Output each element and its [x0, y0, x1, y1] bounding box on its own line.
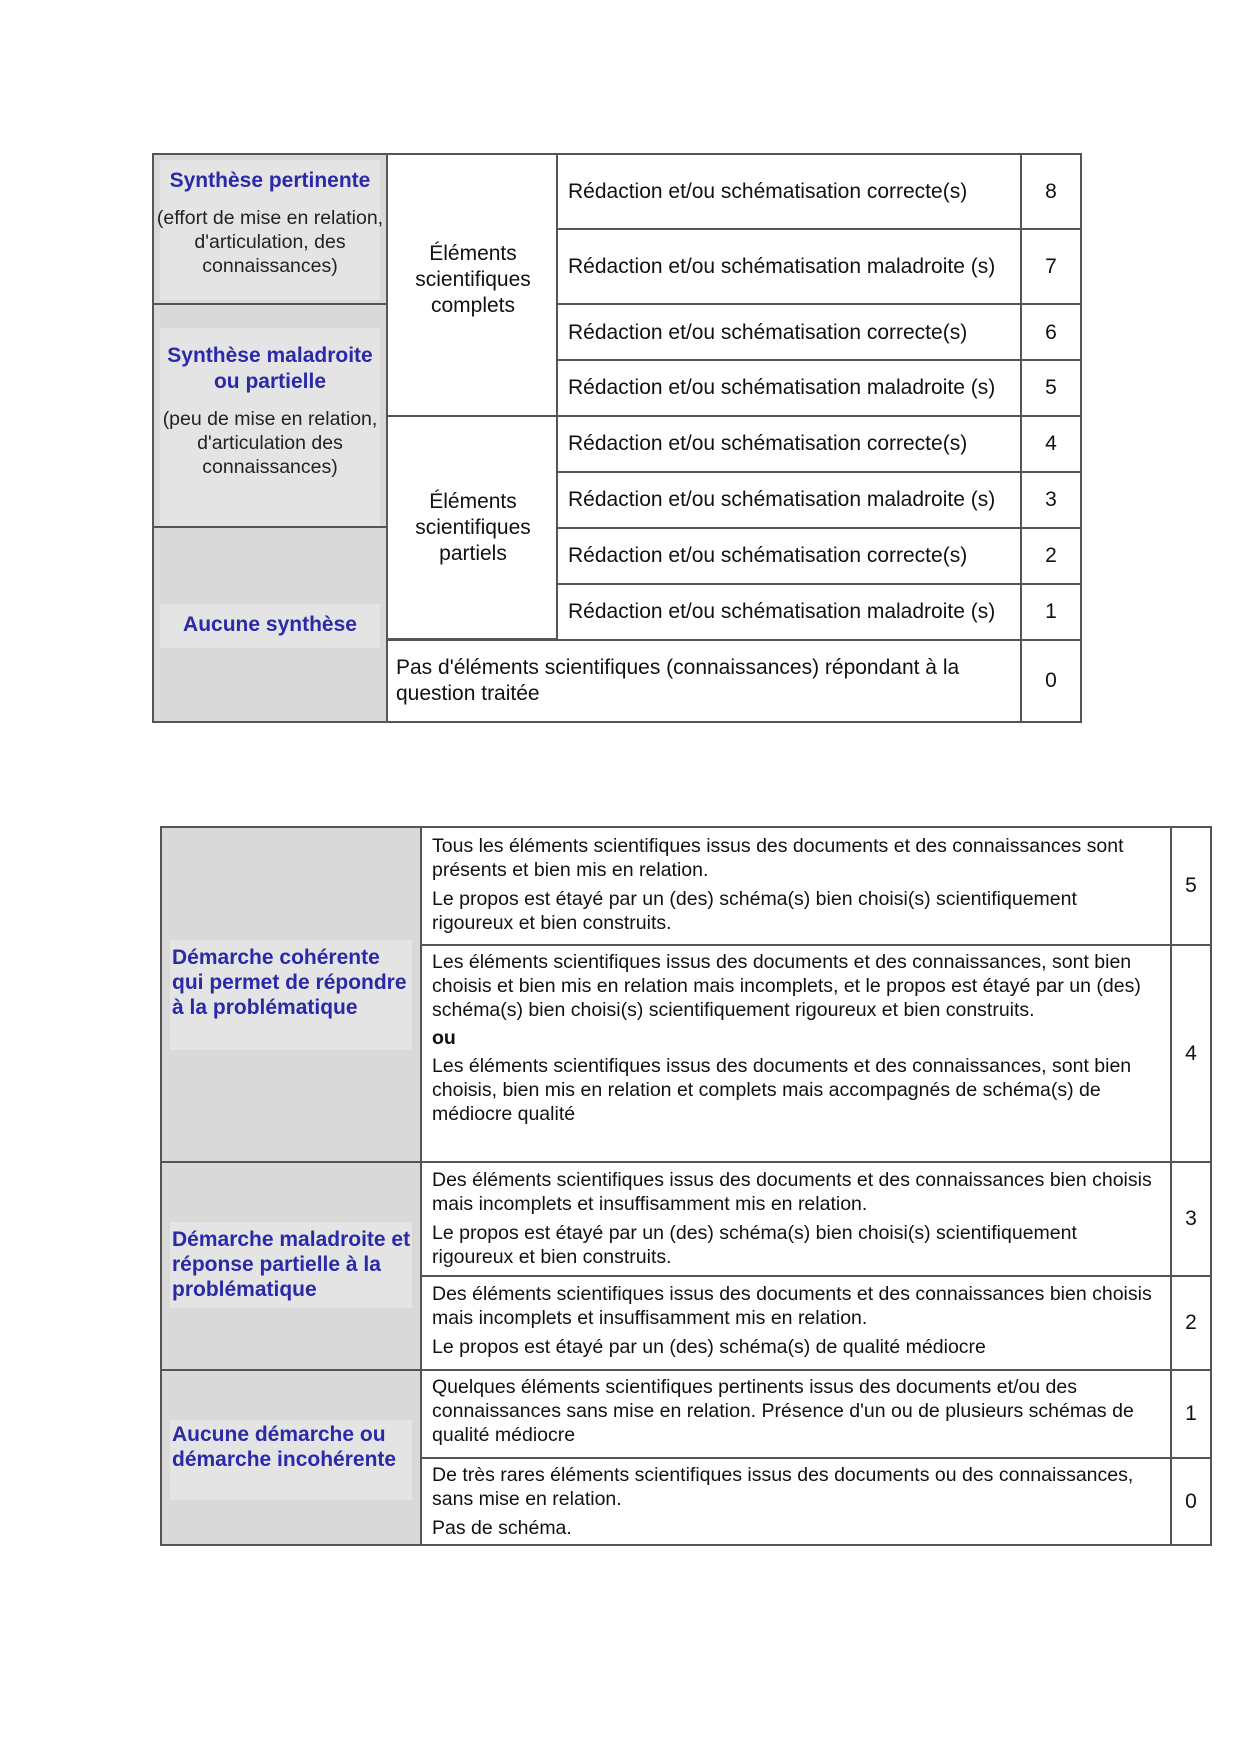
t2-row-divider	[420, 1275, 1210, 1277]
t1-row-score	[1022, 473, 1080, 527]
t1-row-score	[1022, 305, 1080, 360]
t2-row-divider	[420, 1161, 1210, 1163]
t2-score-value: 3	[1185, 1207, 1197, 1230]
t1-left-cell-3	[156, 612, 384, 638]
t1-score-value: 4	[1045, 432, 1057, 455]
t2-row-line: De très rares éléments scientifiques issus des documents ou des connaissances, sans mise en relation.	[432, 1464, 1134, 1510]
t2-row-line: Les éléments scientifiques issus des documents et des connaissances, sont bien choisis, bien mis en relation et complets mais accompagnés de schéma(s) de médiocre qualité	[432, 1055, 1132, 1125]
t1-row-label: Rédaction et/ou schématisation correcte(s)	[568, 320, 968, 344]
t2-left-divider-2	[162, 1369, 420, 1371]
t1-row-text	[568, 473, 1016, 527]
t2-row-score	[1172, 1371, 1210, 1457]
t2-row-line: Le propos est étayé par un (des) schéma(s) bien choisi(s) scientifiquement rigoureux et bien construits.	[432, 888, 1077, 934]
t2-row-line: Des éléments scientifiques issus des documents et des connaissances bien choisis mais incomplets et insuffisamment mis en relation.	[432, 1283, 1152, 1329]
t1-score-value: 0	[1045, 669, 1057, 692]
t1-last-row-label: Pas d'éléments scientifiques (connaissances) répondant à la question traitée	[396, 656, 960, 705]
t2-row-line: Quelques éléments scientifiques pertinents issus des documents et/ou des connaissances sans mise en relation. Présence d'un ou de plusieurs schémas de qualité médiocre	[432, 1376, 1134, 1446]
t1-row-label: Rédaction et/ou schématisation maladroite (s)	[568, 255, 996, 278]
t2-score-value: 0	[1185, 1489, 1197, 1513]
t1-middle-complete-label: Éléments scientifiques complets	[415, 242, 531, 317]
t2-row-score	[1172, 1277, 1210, 1369]
t1-row-text	[568, 230, 1016, 304]
t1-score-value: 2	[1045, 544, 1057, 567]
t1-left-sub-2: (peu de mise en relation, d'articulation des connaissances)	[162, 408, 378, 478]
t1-row-label: Rédaction et/ou schématisation maladroite (s)	[568, 376, 996, 399]
t1-middle-complete	[390, 230, 556, 330]
t1-left-cell-2	[160, 343, 380, 479]
t2-row-line: Le propos est étayé par un (des) schéma(s) de qualité médiocre	[432, 1336, 986, 1358]
t2-left-cell-1	[172, 945, 412, 1020]
t2-left-label-3: Aucune démarche ou démarche incohérente	[172, 1423, 397, 1471]
t1-row-label: Rédaction et/ou schématisation maladroite (s)	[568, 600, 996, 623]
t1-row-label: Rédaction et/ou schématisation maladroite (s)	[568, 488, 996, 511]
t2-row-divider	[420, 1369, 1210, 1371]
t1-left-divider-2	[154, 526, 386, 528]
t2-row-line: Tous les éléments scientifiques issus des documents et des connaissances sont présents et bien mis en relation.	[432, 835, 1124, 881]
t1-row-score	[1022, 585, 1080, 639]
t2-score-value: 5	[1185, 874, 1197, 897]
t1-row-score	[1022, 230, 1080, 304]
t2-row-divider	[420, 1457, 1210, 1459]
t2-row-line-or: ou	[432, 1027, 456, 1049]
t1-row-divider	[386, 639, 1080, 641]
t2-row-text	[432, 1168, 1162, 1269]
t1-vline-left	[386, 155, 388, 721]
t1-last-row-text	[396, 642, 996, 720]
t1-left-divider-1	[154, 303, 386, 305]
t2-row-score	[1172, 1459, 1210, 1544]
t2-row-text	[432, 950, 1162, 1126]
t1-row-label: Rédaction et/ou schématisation correcte(s)	[568, 544, 968, 567]
t2-row-text	[432, 1463, 1162, 1540]
t2-score-value: 1	[1185, 1402, 1197, 1425]
t2-row-text	[432, 1375, 1162, 1447]
t1-row-text	[568, 417, 1016, 471]
t1-row-score	[1022, 417, 1080, 471]
t2-row-line: Des éléments scientifiques issus des documents et des connaissances bien choisis mais incomplets et insuffisamment mis en relation.	[432, 1169, 1152, 1215]
t1-row-score	[1022, 155, 1080, 229]
t1-row-label: Rédaction et/ou schématisation correcte(s)	[568, 432, 968, 455]
t1-left-sub-1: (effort de mise en relation, d'articulation, des connaissances)	[156, 207, 384, 277]
t2-left-cell-2	[172, 1227, 412, 1302]
t1-left-title-3: Aucune synthèse	[183, 613, 357, 636]
t2-row-score	[1172, 946, 1210, 1161]
t2-left-cell-3	[172, 1422, 412, 1472]
t2-score-value: 2	[1185, 1311, 1197, 1334]
t1-score-value: 6	[1045, 320, 1057, 344]
t1-row-text	[568, 305, 1016, 360]
t2-left-label-1: Démarche cohérente qui permet de répondre à la problématique	[172, 946, 407, 1019]
t2-row-line: Le propos est étayé par un (des) schéma(s) bien choisi(s) scientifiquement rigoureux et bien construits.	[432, 1222, 1077, 1268]
t1-left-cell-1	[156, 168, 384, 278]
t1-middle-partial-label: Éléments scientifiques partiels	[415, 490, 531, 565]
t1-row-score	[1022, 529, 1080, 583]
t1-left-title-1: Synthèse pertinente	[169, 169, 371, 192]
t2-left-divider-1	[162, 1161, 420, 1163]
t2-row-score	[1172, 828, 1210, 944]
t1-row-score	[1022, 361, 1080, 415]
t2-row-line: Les éléments scientifiques issus des documents et des connaissances, sont bien choisis et bien mis en relation mais incomplets, et le propos est étayé par un (des) schéma(s) bien choisi(s) scientifiquement rigoureux et bien construits.	[432, 951, 1141, 1021]
t1-last-row-score	[1022, 642, 1080, 720]
t1-row-text	[568, 585, 1016, 639]
t1-middle-partial	[390, 478, 556, 578]
t1-score-value: 3	[1045, 488, 1057, 511]
t1-row-label: Rédaction et/ou schématisation correcte(s)	[568, 180, 968, 203]
t1-row-text	[568, 361, 1016, 415]
t1-score-value: 7	[1045, 255, 1057, 278]
t2-row-divider	[420, 944, 1210, 946]
t1-score-value: 5	[1045, 376, 1057, 399]
t2-left-label-2: Démarche maladroite et réponse partielle à la problématique	[172, 1228, 411, 1301]
t1-score-value: 8	[1045, 180, 1057, 203]
t1-left-title-2: Synthèse maladroite ou partielle	[167, 344, 373, 393]
t1-row-text	[568, 155, 1016, 229]
t2-score-value: 4	[1185, 1041, 1197, 1065]
t2-row-text	[432, 1282, 1162, 1359]
t2-row-line: Pas de schéma.	[432, 1517, 572, 1539]
t2-row-score	[1172, 1163, 1210, 1275]
t1-row-text	[568, 529, 1016, 583]
t2-row-text	[432, 834, 1162, 935]
t1-middle-divider	[386, 415, 558, 417]
t2-vline-left	[420, 828, 422, 1544]
t1-score-value: 1	[1045, 600, 1057, 623]
